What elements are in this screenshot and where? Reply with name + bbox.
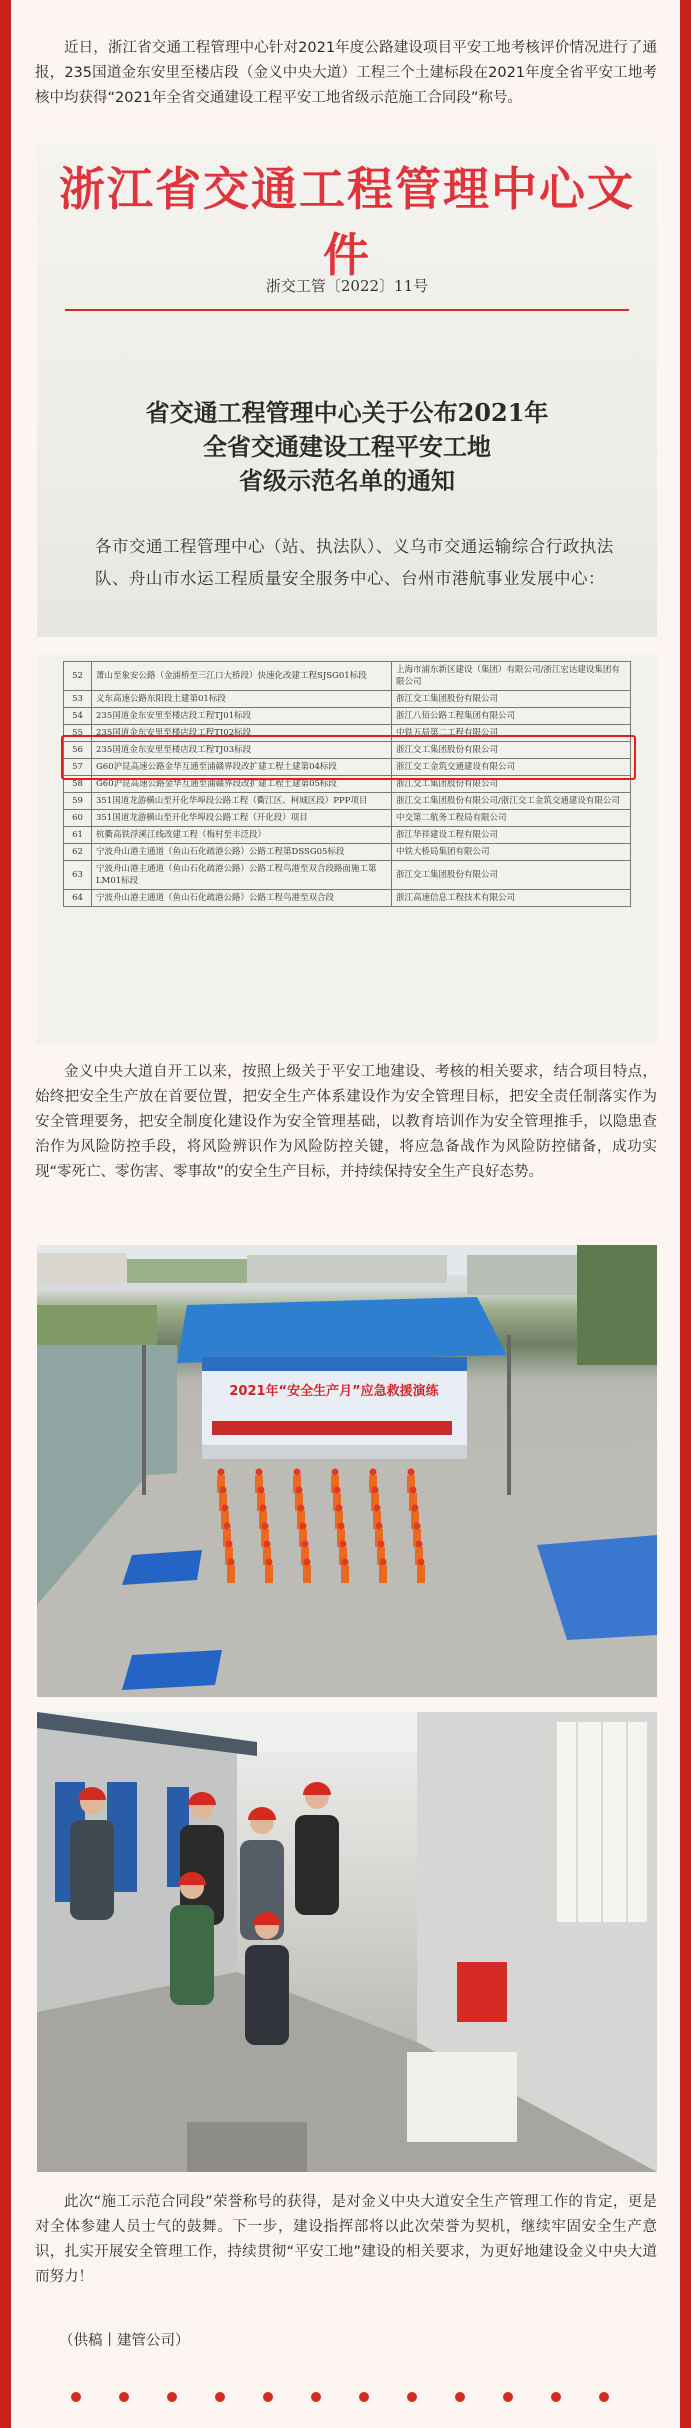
decorative-dot (359, 2392, 369, 2402)
document-number: 浙交工管〔2022〕11号 (265, 277, 429, 295)
decorative-dot (551, 2392, 561, 2402)
document-title-line: 全省交通建设工程平安工地 (203, 432, 491, 461)
table-cell-company: 浙江交工集团股份有限公司 (392, 742, 631, 759)
table-cell-no: 60 (64, 810, 92, 827)
decorative-dot (407, 2392, 417, 2402)
table-row (64, 691, 631, 708)
drill-participant (417, 1559, 425, 1584)
table-row (64, 810, 631, 827)
table-cell-company: 浙江交工集团股份有限公司 (392, 861, 631, 890)
article-page (11, 0, 680, 2428)
document-divider (65, 309, 629, 311)
highlight-box (61, 735, 636, 780)
table-cell-company: 浙江华祥建设工程有限公司 (392, 827, 631, 844)
table-cell-no: 52 (64, 662, 92, 691)
table-cell-company: 浙江交工金筑交通建设有限公司 (392, 759, 631, 776)
decorative-dot (167, 2392, 177, 2402)
table-cell-section: 235国道金东安里至楼店段工程TJ01标段 (92, 708, 392, 725)
table-row (64, 827, 631, 844)
table-cell-company: 浙江交工集团股份有限公司 (392, 691, 631, 708)
decorative-dot (503, 2392, 513, 2402)
table-row (64, 793, 631, 810)
document-recipients: 各市交通工程管理中心（站、执法队）、义乌市交通运输综合行政执法队、舟山市水运工程质量安全服务中心、台州市港航事业发展中心： (95, 537, 614, 588)
table-cell-section: 宁波舟山港主通道（鱼山石化疏港公路）公路工程第DSSG05标段 (92, 844, 392, 861)
table-row (64, 662, 631, 691)
table-cell-no: 56 (64, 742, 92, 759)
table-cell-section: 杭衢高铁浮溪江线改建工程（梅村至丰泛段） (92, 827, 392, 844)
drill-participant (341, 1559, 349, 1584)
table-cell-company: 浙江高速信息工程技术有限公司 (392, 890, 631, 907)
decorative-dot (119, 2392, 129, 2402)
table-cell-section: G60沪昆高速公路金华互通至浦赣界段改扩建工程土建第05标段 (92, 776, 392, 793)
safety-inspection-photo (37, 1712, 657, 2172)
emergency-drill-photo (37, 1245, 657, 1697)
table-cell-section: 宁波舟山港主通道（鱼山石化疏港公路）公路工程鸟港至双合段路面施工第LM01标段 (92, 861, 392, 890)
demonstration-list-table (63, 661, 631, 907)
decorative-dot (599, 2392, 609, 2402)
decorative-dot (215, 2392, 225, 2402)
table-cell-no: 55 (64, 725, 92, 742)
list-table-image (37, 655, 657, 1045)
table-row (64, 890, 631, 907)
decorative-dot (455, 2392, 465, 2402)
table-cell-company: 中铁大桥局集团有限公司 (392, 844, 631, 861)
table-cell-section: G60沪昆高速公路金华互通至浦赣界段改扩建工程土建第04标段 (92, 759, 392, 776)
table-cell-company: 中铁五局第二工程有限公司 (392, 725, 631, 742)
drill-participant (303, 1559, 311, 1584)
table-cell-section: 351国道龙游横山至开化华埠段公路工程（衢江区、柯城区段）PPP项目 (92, 793, 392, 810)
table-cell-section: 235国道金东安里至楼店段工程TJ03标段 (92, 742, 392, 759)
table-cell-company: 浙江交工集团股份有限公司/浙江交工金筑交通建设有限公司 (392, 793, 631, 810)
document-title-line: 省级示范名单的通知 (239, 466, 455, 495)
document-title-line: 省交通工程管理中心关于公布2021年 (145, 398, 549, 427)
table-cell-no: 64 (64, 890, 92, 907)
table-row (64, 708, 631, 725)
drill-participant (379, 1559, 387, 1584)
table-cell-company: 中交第二航务工程局有限公司 (392, 810, 631, 827)
decorative-dots (71, 2392, 631, 2404)
table-cell-no: 53 (64, 691, 92, 708)
closing-paragraph: 此次“施工示范合同段”荣誉称号的获得，是对金义中央大道安全生产管理工作的肯定，更是对全体参建人员士气的鼓舞。下一步，建设指挥部将以此次荣誉为契机，继续牢固安全生产意识，扎实开展安全管理工作，持续贯彻“平安工地”建设的相关要求，为更好地建设金义中央大道而努力！ (35, 2194, 657, 2285)
source-credit: （供稿丨建管公司） (59, 2333, 190, 2349)
intro-paragraph: 近日，浙江省交通工程管理中心针对2021年度公路建设项目平安工地考核评价情况进行了通报，235国道金东安里至楼店段（金义中央大道）工程三个土建标段在2021年度全省平安工地考核中均获得“2021年全省交通建设工程平安工地省级示范施工合同段”称号。 (35, 40, 657, 106)
table-cell-section: 义东高速公路东阳段土建第01标段 (92, 691, 392, 708)
table-cell-no: 59 (64, 793, 92, 810)
table-cell-section: 235国道金东安里至楼店段工程TJ02标段 (92, 725, 392, 742)
table-cell-company: 上海市浦东新区建设（集团）有限公司/浙江宏达建设集团有限公司 (392, 662, 631, 691)
table-row (64, 861, 631, 890)
table-cell-no: 61 (64, 827, 92, 844)
table-row (64, 844, 631, 861)
drill-participant (227, 1559, 235, 1584)
table-cell-no: 63 (64, 861, 92, 890)
decorative-dot (71, 2392, 81, 2402)
decorative-dot (311, 2392, 321, 2402)
table-cell-no: 54 (64, 708, 92, 725)
table-cell-company: 浙江交工集团股份有限公司 (392, 776, 631, 793)
table-cell-section: 宁波舟山港主通道（鱼山石化疏港公路）公路工程鸟港至双合段 (92, 890, 392, 907)
table-cell-no: 62 (64, 844, 92, 861)
table-cell-company: 浙江八佰公路工程集团有限公司 (392, 708, 631, 725)
drill-banner-text: 2021年“安全生产月”应急救援演练 (229, 1384, 439, 1399)
table-cell-no: 57 (64, 759, 92, 776)
worker (295, 1782, 339, 1915)
body-paragraph: 金义中央大道自开工以来，按照上级关于平安工地建设、考核的相关要求，结合项目特点，始终把安全生产放在首要位置，把安全生产体系建设作为安全管理目标，把安全责任制落实作为安全管理要务，把安全制度化建设作为安全管理基础，以教育培训作为安全管理推手，以隐患查治作为风险防控手段，将风险辨识作为风险防控关键，将应急备战作为风险防控储备，成功实现“零死亡、零伤害、零事故”的安全生产目标，并持续保持安全生产良好态势。 (35, 1064, 657, 1180)
document-header: 浙江省交通工程管理中心文件 (59, 162, 635, 282)
table-cell-section: 萧山至象安公路（金浦桥至三江口大桥段）快速化改建工程SJSG01标段 (92, 662, 392, 691)
drill-participant (265, 1559, 273, 1584)
notice-document-image (37, 143, 657, 637)
decorative-dot (263, 2392, 273, 2402)
table-cell-section: 351国道龙游横山至开化华埠段公路工程（开化段）项目 (92, 810, 392, 827)
table-cell-no: 58 (64, 776, 92, 793)
